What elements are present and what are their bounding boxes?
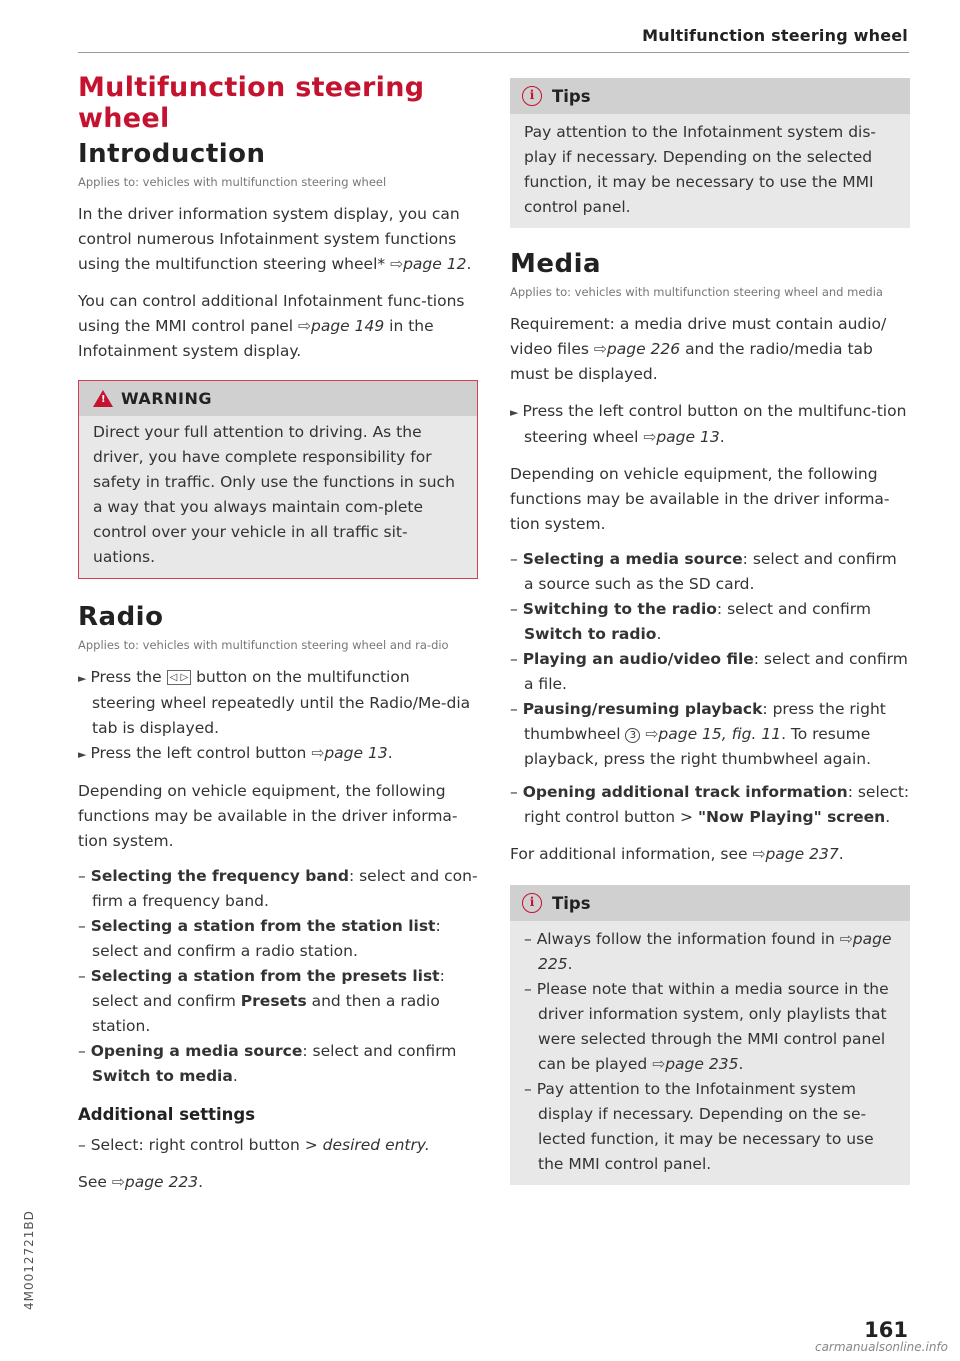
arrow-icon: ⇨ bbox=[111, 1173, 125, 1191]
page-ref[interactable]: page 12 bbox=[403, 255, 467, 273]
media-applies: Applies to: vehicles with multifunction steering wheel and media bbox=[510, 285, 883, 299]
page-ref[interactable]: page 13 bbox=[324, 744, 388, 762]
tips-header bbox=[510, 78, 910, 114]
list-item: – Opening a media source: select and confirm Switch to media. bbox=[78, 1042, 457, 1085]
media-steps bbox=[510, 399, 910, 450]
bullet-icon: ► bbox=[78, 672, 87, 685]
list-item: – Always follow the information found in ⇨page 225. bbox=[524, 930, 892, 973]
page-number: 161 bbox=[864, 1318, 908, 1342]
header-rule bbox=[78, 52, 909, 53]
page-ref[interactable]: page 13 bbox=[656, 428, 720, 446]
page-ref[interactable]: page 237 bbox=[765, 845, 839, 863]
bullet-icon: ► bbox=[78, 748, 87, 761]
arrow-icon: ⇨ bbox=[643, 428, 657, 446]
right-column bbox=[510, 78, 910, 1185]
page-ref[interactable]: page 223 bbox=[124, 1173, 199, 1191]
additional-settings-heading: Additional settings bbox=[78, 1105, 256, 1124]
radio-heading: Radio bbox=[78, 602, 164, 632]
list-item: ► Press the left control button ⇨page 13. bbox=[78, 744, 393, 762]
list-item: – Switching to the radio: select and confirm Switch to radio. bbox=[510, 600, 871, 643]
page-ref[interactable]: page 235 bbox=[665, 1055, 739, 1073]
list-item: ► Press the ◁ ▷ button on the multifunction steering wheel repeatedly until the Radio/Me-dia tab is displayed. bbox=[78, 668, 471, 737]
left-column bbox=[78, 72, 478, 1195]
section-title: Multifunction steering wheel bbox=[78, 72, 425, 134]
document-code: 4M0012721BD bbox=[22, 1210, 36, 1310]
warning-box bbox=[78, 380, 478, 579]
page-ref[interactable]: page 15, fig. 11 bbox=[658, 725, 782, 743]
list-item: – Selecting a station from the presets list: select and confirm Presets and then a radio station. bbox=[78, 967, 445, 1035]
intro-applies: Applies to: vehicles with multifunction steering wheel bbox=[78, 175, 387, 189]
additional-settings-list bbox=[78, 1133, 478, 1158]
arrow-icon: ⇨ bbox=[298, 317, 311, 335]
warning-text: Direct your full attention to driving. As the driver, you have complete responsibility for safety in traffic. Only use the functions in such a way that you always maintain com-plete control over your vehicle in all traffic sit-uations. bbox=[79, 416, 477, 578]
arrow-icon: ⇨ bbox=[311, 744, 325, 762]
tips-header bbox=[510, 885, 910, 921]
intro-paragraph-2: You can control additional Infotainment func-tions using the MMI control panel ⇨page 149 in the Infotainment system display. bbox=[78, 292, 465, 360]
info-icon: i bbox=[522, 86, 542, 106]
media-equipment-paragraph: Depending on vehicle equipment, the following functions may be available in the driver informa-tion system. bbox=[510, 465, 890, 533]
list-item: – Please note that within a media source in the driver information system, only playlists that were selected through the MMI control panel can be played ⇨page 235. bbox=[524, 980, 889, 1073]
thumbwheel-number-icon: 3 bbox=[625, 728, 640, 743]
list-item: – Select: right control button > desired entry. bbox=[78, 1136, 430, 1154]
arrow-icon: ⇨ bbox=[839, 930, 853, 948]
list-item: – Selecting the frequency band: select and con-firm a frequency band. bbox=[78, 867, 478, 910]
list-item: – Selecting a station from the station list: select and confirm a radio station. bbox=[78, 917, 441, 960]
arrow-icon: ⇨ bbox=[390, 255, 404, 273]
media-heading: Media bbox=[510, 249, 602, 279]
info-icon: i bbox=[522, 893, 542, 913]
tips-box bbox=[510, 885, 910, 1185]
see-reference: See ⇨page 223. bbox=[78, 1173, 204, 1191]
tips-label: Tips bbox=[552, 86, 591, 106]
tips-label: Tips bbox=[552, 893, 591, 913]
list-item: – Selecting a media source: select and confirm a source such as the SD card. bbox=[510, 550, 897, 593]
intro-paragraph-1: In the driver information system display, you can control numerous Infotainment system functions using the multifunction steering wheel* ⇨page 12. bbox=[78, 205, 472, 273]
tips-box bbox=[510, 78, 910, 228]
list-item: – Pay attention to the Infotainment system display if necessary. Depending on the se-lected function, it may be necessary to use the MMI control panel. bbox=[524, 1080, 874, 1173]
bullet-icon: ► bbox=[510, 406, 519, 419]
media-functions-list bbox=[510, 547, 910, 830]
tips-text: Pay attention to the Infotainment system dis-play if necessary. Depending on the selected function, it may be necessary to use the MMI control panel. bbox=[524, 123, 877, 216]
watermark: carmanualsonline.info bbox=[814, 1340, 948, 1354]
arrow-icon: ⇨ bbox=[752, 845, 766, 863]
arrow-icon: ⇨ bbox=[593, 340, 607, 358]
list-item: – Playing an audio/video file: select and confirm a file. bbox=[510, 650, 908, 693]
arrow-icon: ⇨ bbox=[652, 1055, 666, 1073]
list-item: – Opening additional track information: select: right control button > "Now Playing" screen. bbox=[510, 783, 910, 826]
radio-functions-list bbox=[78, 864, 478, 1089]
running-head: Multifunction steering wheel bbox=[642, 26, 908, 45]
warning-label: WARNING bbox=[121, 389, 212, 408]
media-requirement: Requirement: a media drive must contain audio/ video files ⇨page 226 and the radio/media tab must be displayed. bbox=[510, 315, 887, 383]
page-ref[interactable]: page 149 bbox=[311, 317, 385, 335]
arrow-icon: ⇨ bbox=[645, 725, 659, 743]
list-item: – Pausing/resuming playback: press the right thumbwheel 3 ⇨page 15, fig. 11. To resume playback, press the right thumbwheel again. bbox=[510, 700, 886, 768]
more-info-paragraph: For additional information, see ⇨page 237. bbox=[510, 845, 844, 863]
list-item: ► Press the left control button on the multifunc-tion steering wheel ⇨page 13. bbox=[510, 402, 907, 446]
intro-heading: Introduction bbox=[78, 139, 266, 169]
tips-list bbox=[510, 921, 910, 1185]
media-key-icon: ◁ ▷ bbox=[167, 670, 192, 685]
warning-triangle-icon: ! bbox=[93, 390, 113, 407]
radio-equipment-paragraph: Depending on vehicle equipment, the following functions may be available in the driver informa-tion system. bbox=[78, 782, 458, 850]
warning-header bbox=[79, 381, 477, 416]
radio-steps bbox=[78, 665, 478, 767]
page-ref[interactable]: page 225 bbox=[538, 930, 892, 973]
page-ref[interactable]: page 226 bbox=[606, 340, 681, 358]
radio-applies: Applies to: vehicles with multifunction steering wheel and ra-dio bbox=[78, 638, 449, 652]
